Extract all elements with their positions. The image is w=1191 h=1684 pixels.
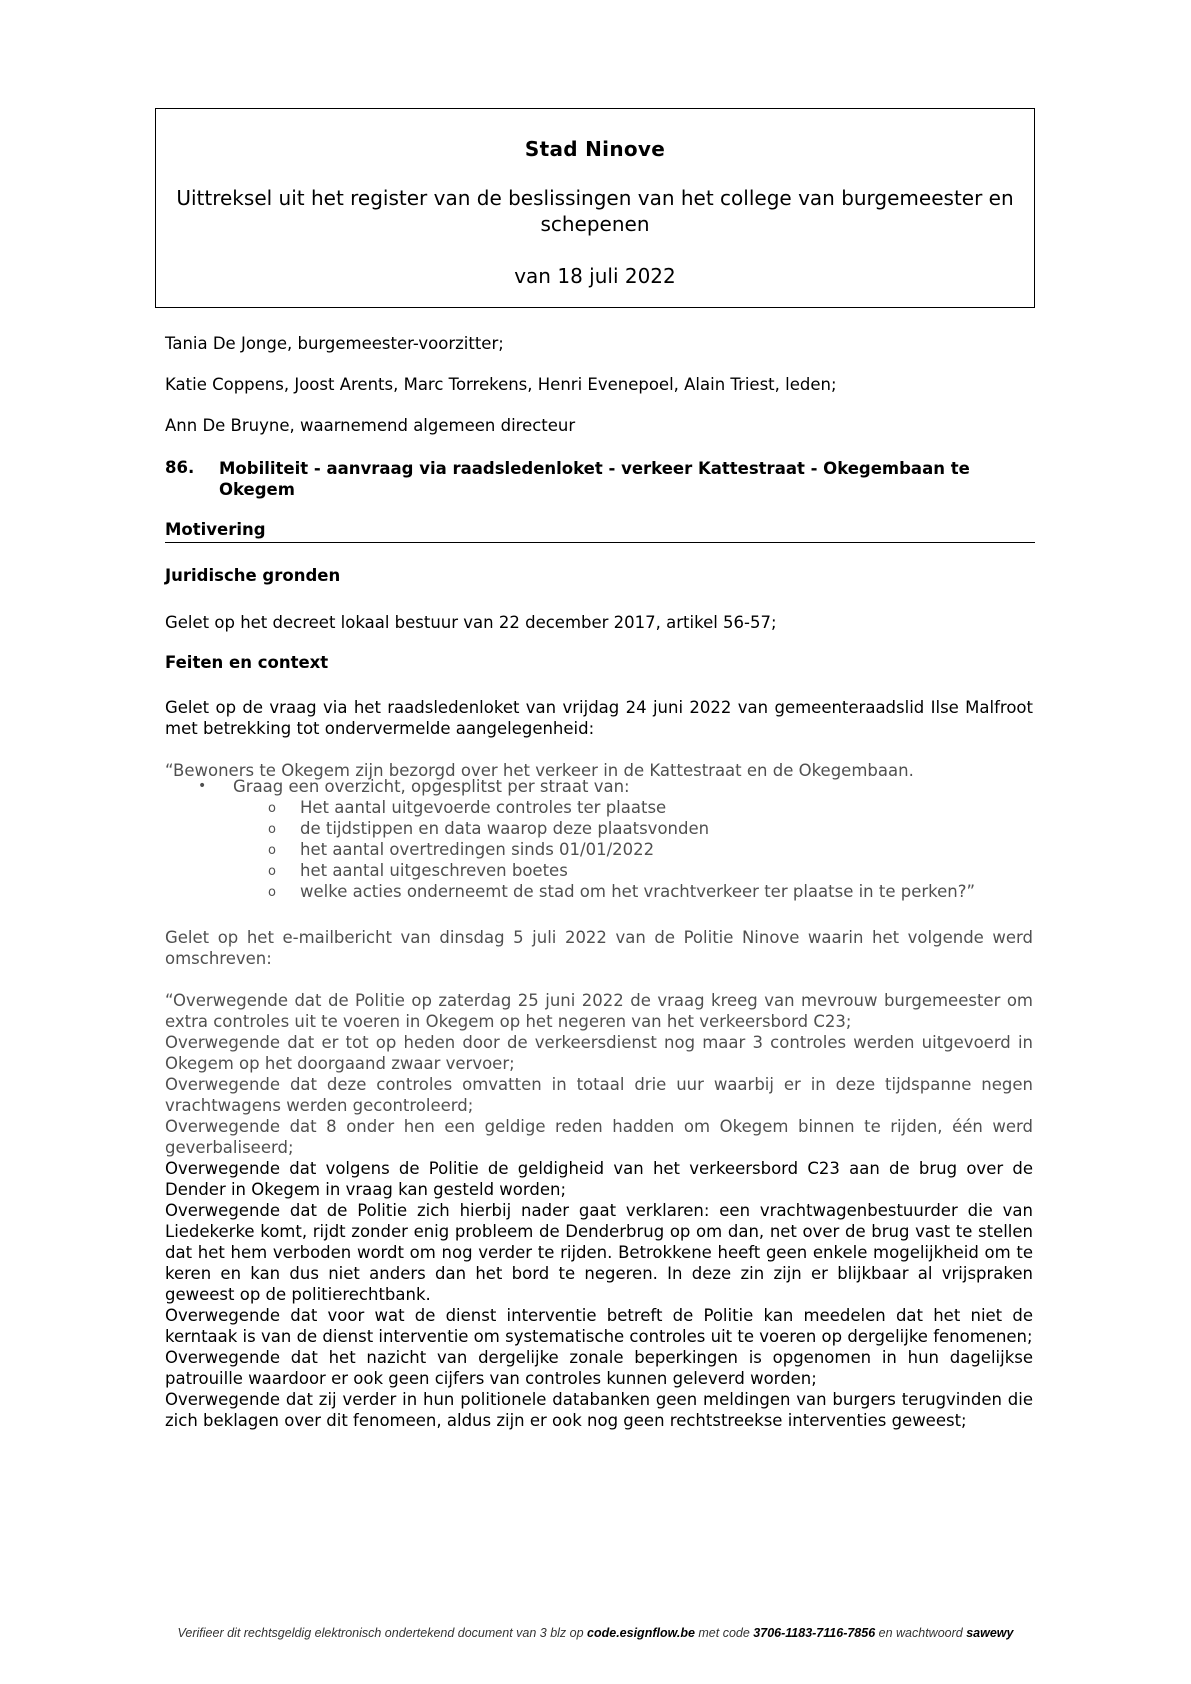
sub-list-item xyxy=(233,860,975,881)
circle-bullet-icon: o xyxy=(268,843,276,858)
statement-paragraph: Overwegende dat volgens de Politie de geldigheid van het verkeersbord C23 aan de brug over de Dender in Okegem in vraag kan gesteld worden; xyxy=(165,1159,1033,1199)
verification-code: 3706-1183-7116-7856 xyxy=(753,1626,876,1640)
attendee-members: Katie Coppens, Joost Arents, Marc Torrekens, Henri Evenepoel, Alain Triest, leden; xyxy=(165,375,837,394)
agenda-number: 86. xyxy=(165,458,195,477)
document-header-box xyxy=(155,108,1035,308)
list-item xyxy=(165,776,975,902)
verification-password: sawewy xyxy=(966,1626,1014,1640)
statement-paragraph: Overwegende dat de Politie zich hierbij nader gaat verklaren: een vrachtwagenbestuurder die van Liedekerke komt, rijdt zonder enig probleem de Denderbrug op om dan, net over de brug vast te stellen dat het hem verboden wordt om nog verder te rijden. Betrokkene heeft geen enkele mogelijkheid om te keren en kan dus niet anders dan het bord te negeren. In deze zin zijn er blijkbaar al vrijspraken geweest op de politierechtbank. xyxy=(165,1201,1033,1304)
circle-bullet-icon: o xyxy=(268,801,276,816)
email-intro: Gelet op het e-mailbericht van dinsdag 5 juli 2022 van de Politie Ninove waarin het volgende werd omschreven: xyxy=(165,928,1033,968)
bullet-icon: • xyxy=(198,778,207,794)
meeting-date: van 18 juli 2022 xyxy=(514,264,676,288)
sub-list-item xyxy=(233,818,975,839)
attendee-chair: Tania De Jonge, burgemeester-voorzitter; xyxy=(165,334,504,353)
sub-list-item-text: het aantal overtredingen sinds 01/01/2022 xyxy=(300,840,655,859)
sub-list-item-text: Het aantal uitgevoerde controles ter plaatse xyxy=(300,798,667,817)
sub-list-item-text: welke acties onderneemt de stad om het vrachtverkeer ter plaatse in te perken?” xyxy=(300,882,976,901)
footer-text: Verifieer dit rechtsgeldig elektronisch ondertekend document van 3 blz op xyxy=(177,1626,588,1640)
sub-list-item xyxy=(233,881,975,902)
verification-site: code.esignflow.be xyxy=(587,1626,695,1640)
quote-intro: “Bewoners te Okegem zijn bezorgd over het verkeer in de Kattestraat en de Okegembaan. xyxy=(165,761,914,780)
sub-list xyxy=(233,797,975,902)
sub-list-item-text: het aantal uitgeschreven boetes xyxy=(300,861,568,880)
sub-list-item xyxy=(233,839,975,860)
section-heading: Motivering xyxy=(165,520,266,539)
statement-paragraph: Overwegende dat deze controles omvatten in totaal drie uur waarbij er in deze tijdspanne negen vrachtwagens werden gecontroleerd; xyxy=(165,1075,1033,1115)
statement-paragraph: Overwegende dat zij verder in hun politionele databanken geen meldingen van burgers terugvinden die zich beklagen over dit fenomeen, aldus zijn er ook nog geen rechtstreekse interventies geweest; xyxy=(165,1390,1033,1430)
statement-paragraph: Overwegende dat het nazicht van dergelijke zonale beperkingen is opgenomen in hun dagelijkse patrouille waardoor er ook geen cijfers van controles kunnen geleverd worden; xyxy=(165,1348,1033,1388)
police-statement xyxy=(165,990,1033,1431)
statement-paragraph: “Overwegende dat de Politie op zaterdag 25 juni 2022 de vraag kreeg van mevrouw burgemeester om extra controles uit te voeren in Okegem op het negeren van het verkeersbord C23; xyxy=(165,991,1033,1031)
circle-bullet-icon: o xyxy=(268,885,276,900)
statement-paragraph: Overwegende dat voor wat de dienst interventie betreft de Politie kan meedelen dat het niet de kerntaak is van de dienst interventie om systematische controles uit te voeren op dergelijke fenomenen; xyxy=(165,1306,1033,1346)
register-subtitle: Uittreksel uit het register van de beslissingen van het college van burgemeester en schepenen xyxy=(176,186,1014,236)
statement-paragraph: Overwegende dat 8 onder hen een geldige reden hadden om Okegem binnen te rijden, één werd geverbaliseerd; xyxy=(165,1117,1033,1157)
section-divider xyxy=(165,542,1035,543)
list-item-text: Graag een overzicht, opgesplitst per straat van: xyxy=(233,777,630,796)
attendee-director: Ann De Bruyne, waarnemend algemeen directeur xyxy=(165,416,576,435)
juridische-text: Gelet op het decreet lokaal bestuur van 22 december 2017, artikel 56-57; xyxy=(165,613,777,632)
juridische-heading: Juridische gronden xyxy=(165,566,341,585)
circle-bullet-icon: o xyxy=(268,822,276,837)
city-title: Stad Ninove xyxy=(524,137,666,161)
statement-paragraph: Overwegende dat er tot op heden door de verkeersdienst nog maar 3 controles werden uitgevoerd in Okegem op het doorgaand zwaar vervoer; xyxy=(165,1033,1033,1073)
agenda-title: Mobiliteit - aanvraag via raadsledenloket - verkeer Kattestraat - Okegembaan te Okegem xyxy=(219,459,970,499)
feiten-intro: Gelet op de vraag via het raadsledenloket van vrijdag 24 juni 2022 van gemeenteraadslid Ilse Malfroot met betrekking tot ondervermelde aangelegenheid: xyxy=(165,698,1033,738)
footer-text: en wachtwoord xyxy=(875,1626,967,1640)
circle-bullet-icon: o xyxy=(268,864,276,879)
sub-list-item-text: de tijdstippen en data waarop deze plaatsvonden xyxy=(300,819,710,838)
verification-footer xyxy=(0,1626,1191,1640)
feiten-heading: Feiten en context xyxy=(165,653,329,672)
sub-list-item xyxy=(233,797,975,818)
footer-text: met code xyxy=(694,1626,754,1640)
question-list xyxy=(165,776,975,902)
